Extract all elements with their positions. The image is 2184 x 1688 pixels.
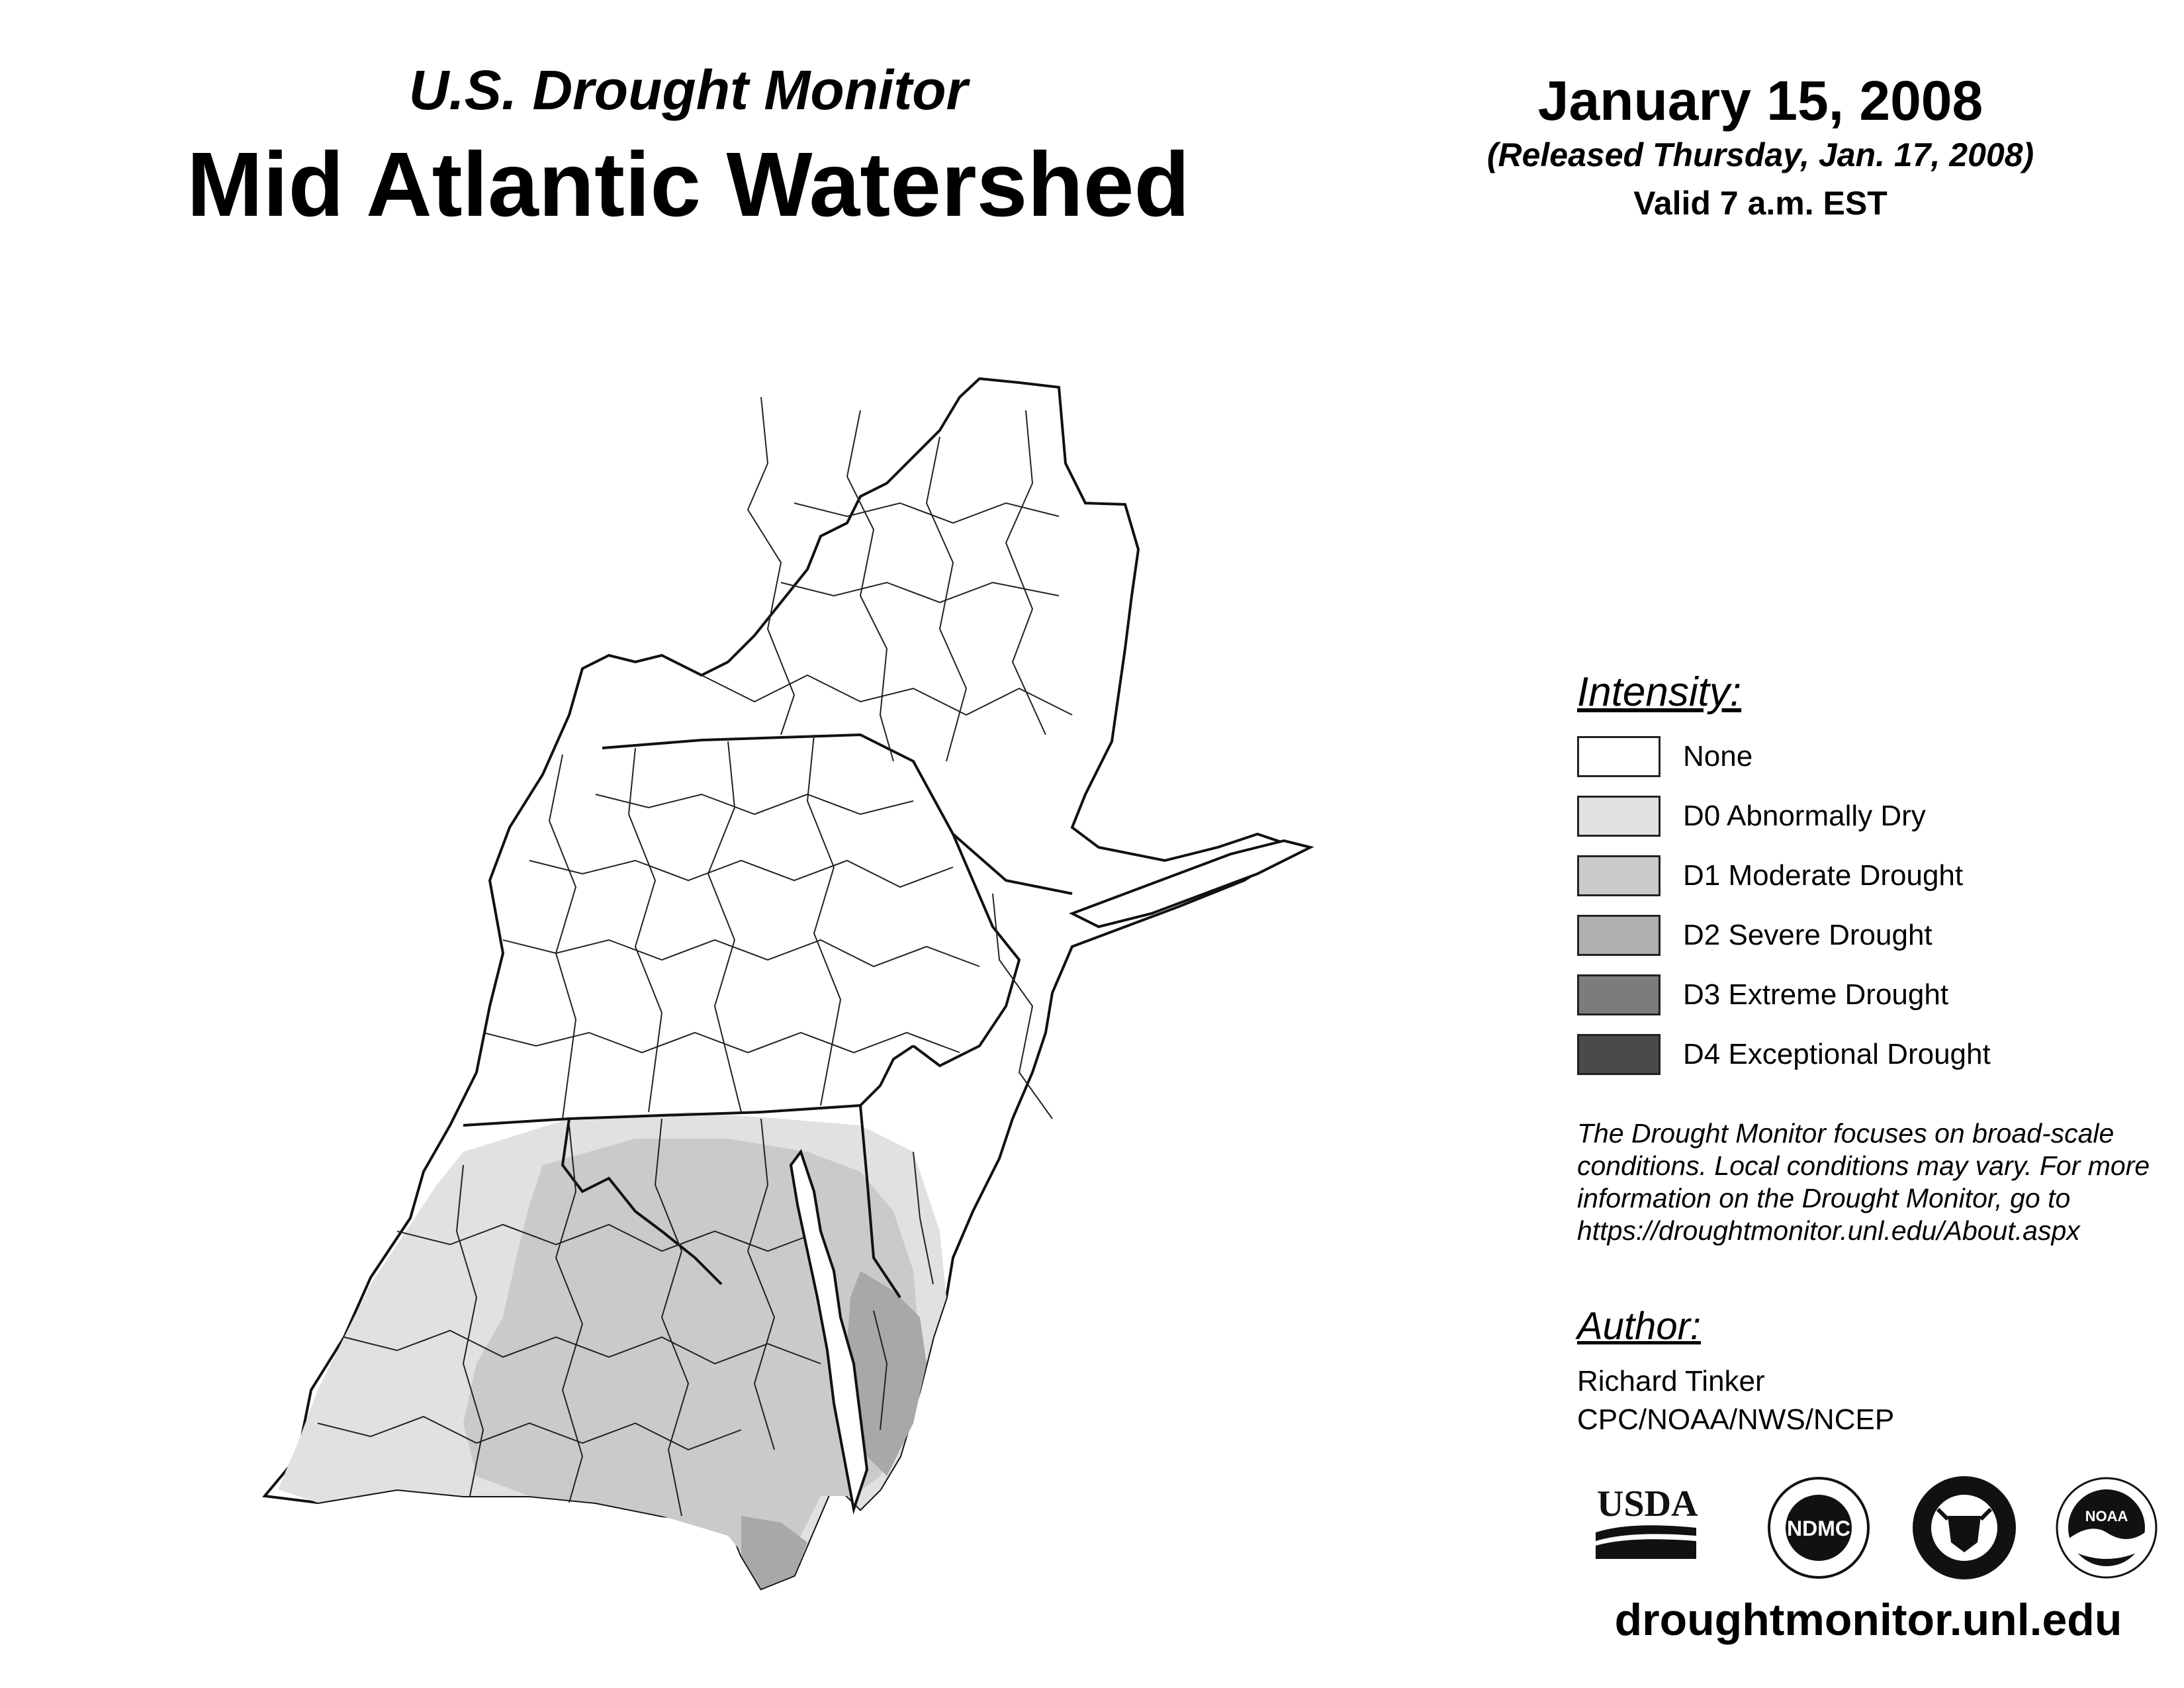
release-date: (Released Thursday, Jan. 17, 2008) xyxy=(1486,136,2034,173)
ndmc-logo-text: NDMC xyxy=(1787,1517,1850,1540)
legend-swatch-d0 xyxy=(1577,796,1661,837)
author-org: CPC/NOAA/NWS/NCEP xyxy=(1577,1403,1895,1436)
drought-monitor-note xyxy=(1577,1117,2173,1247)
author-name: Richard Tinker xyxy=(1577,1365,1765,1397)
legend-label: D3 Extreme Drought xyxy=(1683,978,1949,1011)
commerce-logo xyxy=(1913,1476,2016,1579)
note-link[interactable]: https://droughtmonitor.unl.edu/About.aspx xyxy=(1577,1215,2080,1246)
map-title: Mid Atlantic Watershed xyxy=(187,134,1190,236)
drought-map xyxy=(251,357,1337,1615)
ndmc-logo xyxy=(1769,1478,1868,1577)
legend-title: Intensity: xyxy=(1577,669,1742,715)
agency-logos xyxy=(1577,1470,2160,1589)
usda-logo-text: USDA xyxy=(1597,1483,1698,1524)
note-line: The Drought Monitor focuses on broad-scale xyxy=(1577,1118,2115,1149)
noaa-logo-text: NOAA xyxy=(2085,1508,2128,1524)
map-subtitle: U.S. Drought Monitor xyxy=(408,59,968,121)
legend-swatch-none xyxy=(1577,736,1661,777)
note-line: conditions. Local conditions may vary. For more xyxy=(1577,1150,2150,1181)
valid-time: Valid 7 a.m. EST xyxy=(1633,185,1888,222)
author-title: Author: xyxy=(1577,1305,1701,1348)
legend-swatch-d1 xyxy=(1577,855,1661,896)
legend-swatch-d4 xyxy=(1577,1034,1661,1075)
usda-logo xyxy=(1596,1483,1698,1559)
note-line: information on the Drought Monitor, go to xyxy=(1577,1183,2071,1213)
legend-label: D0 Abnormally Dry xyxy=(1683,800,1926,832)
noaa-logo xyxy=(2057,1478,2156,1577)
map-date: January 15, 2008 xyxy=(1537,70,1983,132)
legend-swatch-d3 xyxy=(1577,974,1661,1015)
legend-label: None xyxy=(1683,740,1753,773)
legend-label: D4 Exceptional Drought xyxy=(1683,1038,1991,1070)
legend-swatch-d2 xyxy=(1577,915,1661,956)
legend-label: D1 Moderate Drought xyxy=(1683,859,1964,892)
website-link[interactable]: droughtmonitor.unl.edu xyxy=(1614,1595,2122,1645)
legend-label: D2 Severe Drought xyxy=(1683,919,1933,951)
